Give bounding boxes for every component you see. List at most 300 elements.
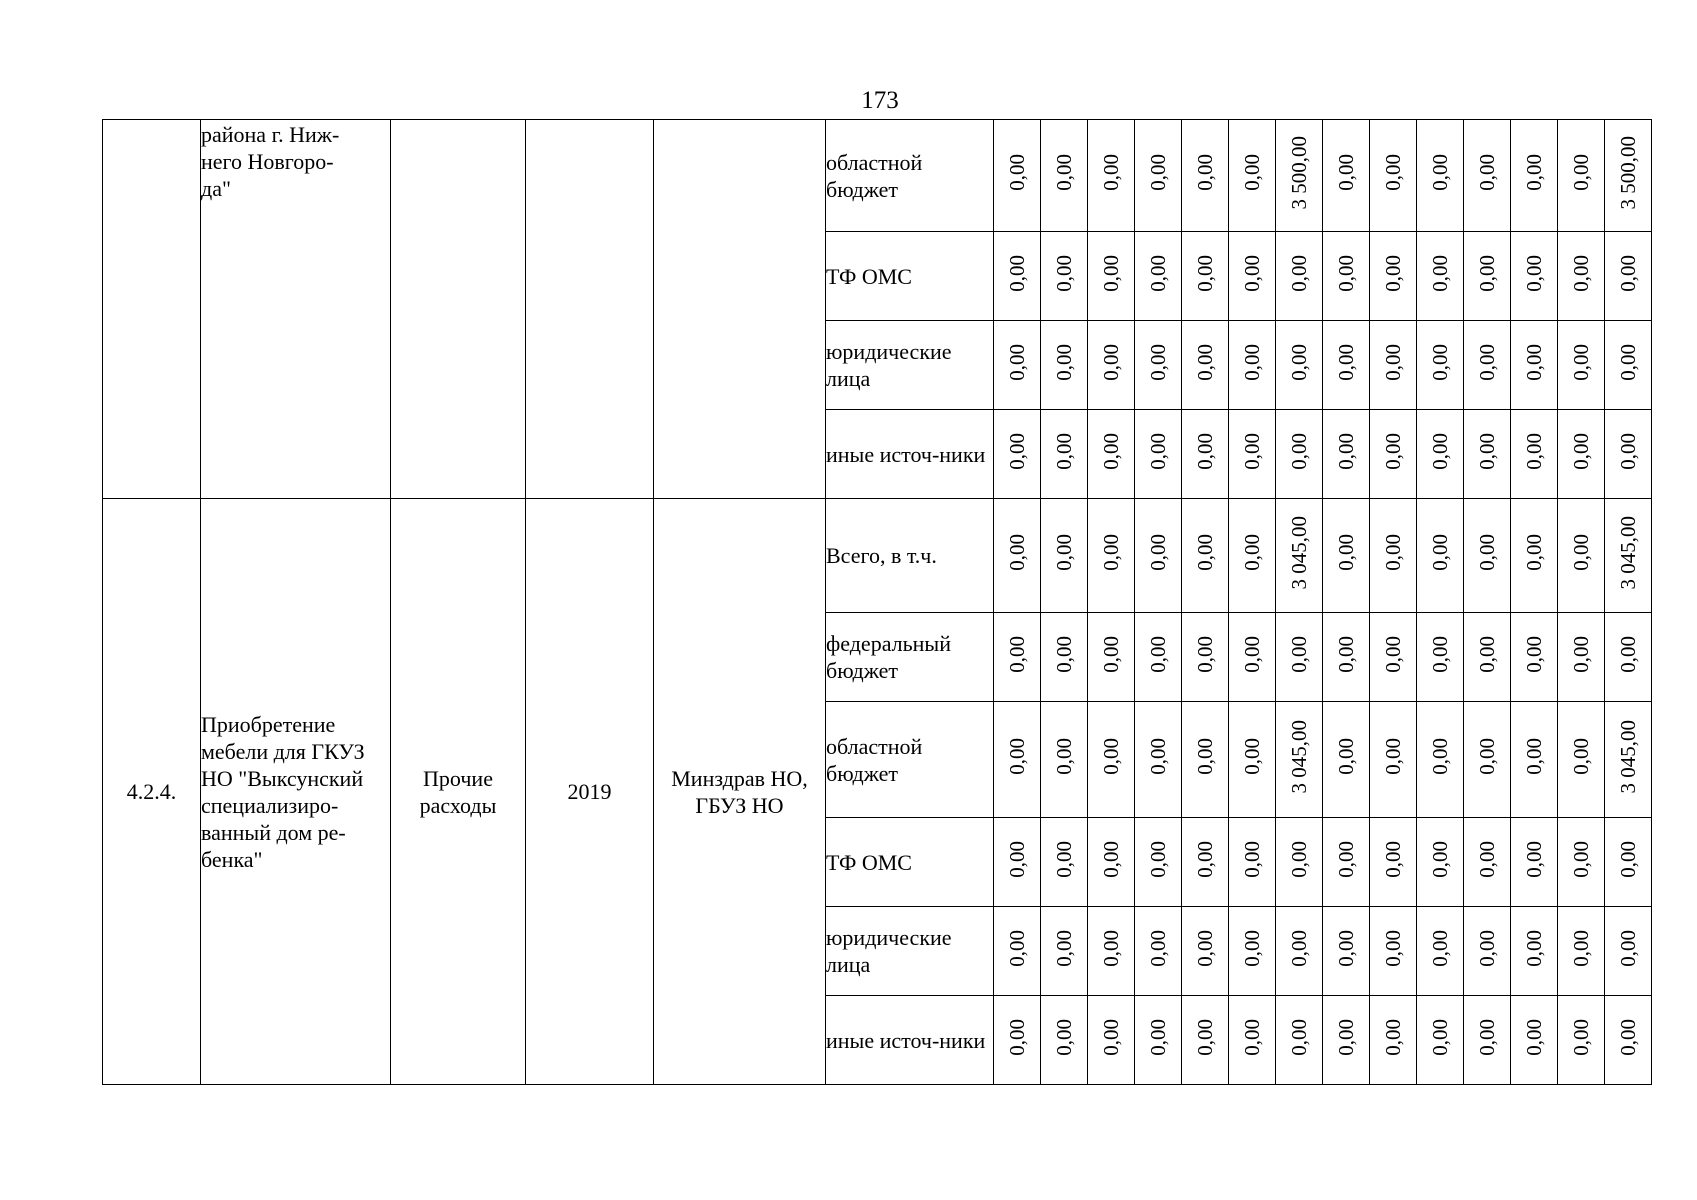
value-cell — [1558, 613, 1605, 702]
value-text: 0,00 — [1381, 1018, 1405, 1056]
value-cell — [994, 702, 1041, 818]
value-cell — [1464, 232, 1511, 321]
value-cell — [1276, 232, 1323, 321]
value-cell — [994, 818, 1041, 907]
value-text: 0,00 — [1240, 840, 1264, 878]
value-text: 0,00 — [1569, 635, 1593, 673]
value-cell — [1135, 120, 1182, 232]
value-cell — [1041, 996, 1088, 1085]
value-cell — [1229, 499, 1276, 613]
value-cell — [1182, 818, 1229, 907]
value-cell — [1370, 499, 1417, 613]
value-text: 3 045,00 — [1287, 515, 1311, 590]
value-cell — [1229, 120, 1276, 232]
value-cell — [1417, 499, 1464, 613]
value-text: 0,00 — [1428, 343, 1452, 381]
value-cell — [1417, 818, 1464, 907]
value-cell — [1041, 907, 1088, 996]
value-text: 0,00 — [1146, 635, 1170, 673]
value-text: 0,00 — [1334, 254, 1358, 292]
value-text: 0,00 — [1099, 154, 1123, 191]
value-cell — [1511, 410, 1558, 499]
value-text: 0,00 — [1428, 738, 1452, 775]
value-text: 0,00 — [1616, 635, 1640, 673]
funding-source: ТФ ОМС — [826, 818, 994, 907]
value-cell — [1511, 321, 1558, 410]
item-name-cell: Приобретение мебели для ГКУЗ НО "Выксунский специализиро-ванный дом ре-бенка" — [201, 499, 391, 1085]
value-text: 0,00 — [1005, 343, 1029, 381]
value-text: 0,00 — [1522, 738, 1546, 775]
value-text: 3 500,00 — [1287, 135, 1311, 210]
value-cell — [1041, 499, 1088, 613]
value-text: 0,00 — [1428, 534, 1452, 571]
value-cell — [1370, 907, 1417, 996]
executor-cell — [654, 120, 826, 499]
value-text: 0,00 — [1005, 840, 1029, 878]
value-cell — [1370, 410, 1417, 499]
value-cell — [1041, 613, 1088, 702]
value-text: 0,00 — [1287, 1018, 1311, 1056]
value-cell — [1417, 907, 1464, 996]
value-cell — [1370, 321, 1417, 410]
value-text: 0,00 — [1475, 154, 1499, 191]
value-text: 0,00 — [1240, 1018, 1264, 1056]
value-text: 0,00 — [1381, 738, 1405, 775]
value-cell — [994, 232, 1041, 321]
value-text: 0,00 — [1287, 635, 1311, 673]
year-cell: 2019 — [526, 499, 654, 1085]
value-text: 0,00 — [1381, 635, 1405, 673]
value-text: 0,00 — [1475, 432, 1499, 470]
value-text: 0,00 — [1569, 154, 1593, 191]
value-text: 0,00 — [1146, 343, 1170, 381]
value-cell — [1276, 410, 1323, 499]
value-cell — [1605, 410, 1652, 499]
value-text: 0,00 — [1616, 929, 1640, 967]
value-text: 0,00 — [1146, 1018, 1170, 1056]
value-cell — [1464, 702, 1511, 818]
value-text: 0,00 — [1522, 1018, 1546, 1056]
value-cell — [1276, 702, 1323, 818]
value-cell — [1605, 996, 1652, 1085]
value-text: 0,00 — [1099, 343, 1123, 381]
value-cell — [1323, 410, 1370, 499]
value-text: 0,00 — [1522, 840, 1546, 878]
value-text: 0,00 — [1146, 154, 1170, 191]
expense-type-cell: Прочие расходы — [391, 499, 526, 1085]
value-text: 0,00 — [1616, 432, 1640, 470]
value-cell — [994, 321, 1041, 410]
value-text: 0,00 — [1569, 929, 1593, 967]
value-cell — [1088, 818, 1135, 907]
value-text: 0,00 — [1193, 635, 1217, 673]
value-text: 0,00 — [1381, 840, 1405, 878]
value-text: 0,00 — [1381, 534, 1405, 571]
value-text: 0,00 — [1146, 534, 1170, 571]
value-text: 0,00 — [1193, 840, 1217, 878]
funding-source: ТФ ОМС — [826, 232, 994, 321]
value-text: 0,00 — [1099, 738, 1123, 775]
value-text: 0,00 — [1334, 534, 1358, 571]
value-cell — [1464, 613, 1511, 702]
value-text: 0,00 — [1240, 432, 1264, 470]
value-cell — [1323, 702, 1370, 818]
value-cell — [1182, 499, 1229, 613]
value-cell — [1041, 120, 1088, 232]
value-text: 0,00 — [1146, 840, 1170, 878]
value-cell — [1323, 818, 1370, 907]
value-cell — [1464, 499, 1511, 613]
value-text: 3 045,00 — [1287, 719, 1311, 794]
value-cell — [1605, 907, 1652, 996]
value-text: 0,00 — [1240, 254, 1264, 292]
value-cell — [1605, 702, 1652, 818]
item-number-cell — [103, 120, 201, 499]
value-text: 0,00 — [1616, 254, 1640, 292]
value-cell — [1417, 120, 1464, 232]
value-text: 0,00 — [1522, 154, 1546, 191]
value-text: 0,00 — [1475, 635, 1499, 673]
value-cell — [1370, 702, 1417, 818]
value-cell — [1370, 613, 1417, 702]
value-cell — [1323, 499, 1370, 613]
value-cell — [994, 120, 1041, 232]
value-text: 0,00 — [1428, 929, 1452, 967]
value-text: 0,00 — [1005, 254, 1029, 292]
value-cell — [1417, 613, 1464, 702]
value-cell — [1088, 702, 1135, 818]
value-text: 0,00 — [1287, 929, 1311, 967]
value-cell — [1229, 818, 1276, 907]
value-cell — [1229, 613, 1276, 702]
value-cell — [1276, 818, 1323, 907]
value-text: 0,00 — [1193, 254, 1217, 292]
value-cell — [1605, 499, 1652, 613]
table-row — [103, 499, 1652, 613]
value-text: 0,00 — [1569, 534, 1593, 571]
value-cell — [1041, 702, 1088, 818]
value-cell — [1417, 702, 1464, 818]
value-cell — [1558, 907, 1605, 996]
item-name-text: района г. Ниж- него Новгоро- да" — [201, 122, 340, 201]
value-text: 0,00 — [1287, 343, 1311, 381]
value-text: 0,00 — [1522, 343, 1546, 381]
value-cell — [1323, 120, 1370, 232]
value-cell — [1229, 907, 1276, 996]
value-text: 0,00 — [1475, 254, 1499, 292]
value-cell — [1558, 996, 1605, 1085]
value-text: 0,00 — [1146, 254, 1170, 292]
value-cell — [1464, 996, 1511, 1085]
value-text: 0,00 — [1475, 840, 1499, 878]
value-text: 0,00 — [1099, 929, 1123, 967]
value-cell — [1370, 996, 1417, 1085]
value-cell — [1135, 907, 1182, 996]
value-text: 0,00 — [1099, 635, 1123, 673]
expense-type-cell — [391, 120, 526, 499]
value-cell — [1182, 613, 1229, 702]
value-text: 0,00 — [1193, 738, 1217, 775]
value-text: 0,00 — [1052, 343, 1076, 381]
value-cell — [1041, 232, 1088, 321]
value-text: 0,00 — [1099, 432, 1123, 470]
value-cell — [1276, 996, 1323, 1085]
value-text: 0,00 — [1052, 929, 1076, 967]
value-text: 0,00 — [1240, 929, 1264, 967]
value-text: 0,00 — [1240, 534, 1264, 571]
page-number: 173 — [861, 87, 899, 114]
value-cell — [994, 499, 1041, 613]
value-text: 0,00 — [1522, 432, 1546, 470]
funding-source: иные источ-ники — [826, 410, 994, 499]
value-cell — [1276, 120, 1323, 232]
value-cell — [1276, 499, 1323, 613]
value-cell — [1229, 232, 1276, 321]
value-text: 0,00 — [1475, 929, 1499, 967]
value-text: 0,00 — [1522, 534, 1546, 571]
value-cell — [1182, 907, 1229, 996]
value-cell — [1323, 613, 1370, 702]
value-text: 0,00 — [1569, 343, 1593, 381]
value-cell — [1135, 613, 1182, 702]
value-cell — [1511, 907, 1558, 996]
value-cell — [1511, 499, 1558, 613]
table-row — [103, 120, 1652, 232]
value-text: 0,00 — [1381, 343, 1405, 381]
value-cell — [1088, 499, 1135, 613]
value-text: 0,00 — [1287, 254, 1311, 292]
executor-cell: Минздрав НО, ГБУЗ НО — [654, 499, 826, 1085]
value-cell — [1370, 818, 1417, 907]
value-cell — [1041, 410, 1088, 499]
value-cell — [1370, 232, 1417, 321]
value-cell — [1323, 321, 1370, 410]
value-text: 0,00 — [1569, 254, 1593, 292]
funding-source: Всего, в т.ч. — [826, 499, 994, 613]
value-text: 0,00 — [1428, 432, 1452, 470]
value-text: 0,00 — [1287, 840, 1311, 878]
value-cell — [1182, 996, 1229, 1085]
value-text: 0,00 — [1240, 154, 1264, 191]
year-cell — [526, 120, 654, 499]
value-cell — [1605, 818, 1652, 907]
value-cell — [994, 907, 1041, 996]
value-text: 0,00 — [1475, 1018, 1499, 1056]
value-text: 0,00 — [1616, 343, 1640, 381]
item-number-cell: 4.2.4. — [103, 499, 201, 1085]
value-text: 0,00 — [1475, 738, 1499, 775]
value-cell — [1558, 120, 1605, 232]
value-text: 0,00 — [1240, 343, 1264, 381]
value-text: 3 500,00 — [1616, 135, 1640, 210]
value-text: 0,00 — [1381, 254, 1405, 292]
value-cell — [994, 410, 1041, 499]
value-cell — [1182, 321, 1229, 410]
value-cell — [994, 613, 1041, 702]
value-text: 0,00 — [1052, 635, 1076, 673]
value-cell — [1511, 120, 1558, 232]
value-cell — [1041, 321, 1088, 410]
value-text: 0,00 — [1193, 929, 1217, 967]
value-text: 0,00 — [1522, 635, 1546, 673]
value-cell — [1088, 232, 1135, 321]
value-text: 0,00 — [1099, 840, 1123, 878]
value-cell — [1558, 410, 1605, 499]
value-text: 0,00 — [1287, 432, 1311, 470]
value-text: 0,00 — [1240, 738, 1264, 775]
value-cell — [1135, 996, 1182, 1085]
value-cell — [1558, 818, 1605, 907]
value-text: 0,00 — [1381, 929, 1405, 967]
value-text: 0,00 — [1052, 840, 1076, 878]
value-cell — [1229, 321, 1276, 410]
value-text: 0,00 — [1005, 154, 1029, 191]
value-cell — [1558, 702, 1605, 818]
value-cell — [1323, 907, 1370, 996]
value-text: 0,00 — [1334, 343, 1358, 381]
funding-source: юридические лица — [826, 321, 994, 410]
value-cell — [1605, 613, 1652, 702]
value-cell — [1276, 613, 1323, 702]
value-text: 0,00 — [1475, 534, 1499, 571]
value-text: 0,00 — [1146, 432, 1170, 470]
value-cell — [1276, 321, 1323, 410]
value-cell — [1417, 321, 1464, 410]
value-cell — [1417, 410, 1464, 499]
value-text: 0,00 — [1522, 254, 1546, 292]
value-text: 0,00 — [1005, 635, 1029, 673]
value-cell — [1229, 702, 1276, 818]
value-cell — [1558, 232, 1605, 321]
value-text: 0,00 — [1052, 154, 1076, 191]
value-cell — [1182, 232, 1229, 321]
value-cell — [1088, 613, 1135, 702]
value-cell — [1088, 321, 1135, 410]
funding-source: юридические лица — [826, 907, 994, 996]
value-text: 0,00 — [1381, 432, 1405, 470]
value-text: 0,00 — [1522, 929, 1546, 967]
value-text: 0,00 — [1569, 840, 1593, 878]
value-text: 0,00 — [1334, 1018, 1358, 1056]
value-text: 0,00 — [1569, 738, 1593, 775]
value-text: 0,00 — [1428, 254, 1452, 292]
value-cell — [1088, 120, 1135, 232]
value-cell — [1605, 120, 1652, 232]
value-text: 0,00 — [1381, 154, 1405, 191]
value-text: 0,00 — [1475, 343, 1499, 381]
value-cell — [1558, 499, 1605, 613]
value-cell — [1464, 907, 1511, 996]
value-cell — [1605, 321, 1652, 410]
value-cell — [1370, 120, 1417, 232]
value-text: 0,00 — [1334, 840, 1358, 878]
value-text: 0,00 — [1052, 738, 1076, 775]
value-cell — [1135, 818, 1182, 907]
value-text: 0,00 — [1193, 1018, 1217, 1056]
value-text: 0,00 — [1099, 1018, 1123, 1056]
value-cell — [1417, 232, 1464, 321]
value-cell — [1276, 907, 1323, 996]
value-cell — [1182, 702, 1229, 818]
value-cell — [1464, 410, 1511, 499]
value-text: 0,00 — [1193, 432, 1217, 470]
value-text: 0,00 — [1193, 534, 1217, 571]
value-cell — [1464, 321, 1511, 410]
value-text: 0,00 — [1052, 534, 1076, 571]
value-cell — [1605, 232, 1652, 321]
value-cell — [1135, 321, 1182, 410]
item-name-cell — [201, 120, 391, 499]
value-text: 0,00 — [1099, 254, 1123, 292]
value-cell — [1088, 907, 1135, 996]
value-text: 0,00 — [1193, 343, 1217, 381]
value-text: 0,00 — [1052, 254, 1076, 292]
value-text: 0,00 — [1005, 929, 1029, 967]
value-cell — [1511, 232, 1558, 321]
budget-table — [102, 119, 1652, 1085]
value-text: 0,00 — [1240, 635, 1264, 673]
value-text: 3 045,00 — [1616, 515, 1640, 590]
value-cell — [1135, 410, 1182, 499]
funding-source: иные источ-ники — [826, 996, 994, 1085]
value-text: 0,00 — [1616, 1018, 1640, 1056]
value-cell — [1511, 702, 1558, 818]
funding-source: областной бюджет — [826, 702, 994, 818]
value-cell — [1229, 410, 1276, 499]
value-cell — [994, 996, 1041, 1085]
value-text: 0,00 — [1334, 738, 1358, 775]
value-text: 0,00 — [1005, 432, 1029, 470]
value-cell — [1182, 120, 1229, 232]
value-text: 0,00 — [1334, 929, 1358, 967]
value-text: 0,00 — [1428, 1018, 1452, 1056]
value-text: 0,00 — [1334, 635, 1358, 673]
value-cell — [1558, 321, 1605, 410]
value-text: 0,00 — [1005, 534, 1029, 571]
value-text: 0,00 — [1146, 738, 1170, 775]
funding-source: федеральный бюджет — [826, 613, 994, 702]
value-text: 0,00 — [1052, 1018, 1076, 1056]
value-cell — [1464, 818, 1511, 907]
value-text: 0,00 — [1569, 432, 1593, 470]
funding-source: областной бюджет — [826, 120, 994, 232]
value-cell — [1511, 996, 1558, 1085]
value-cell — [1135, 499, 1182, 613]
value-text: 0,00 — [1569, 1018, 1593, 1056]
value-text: 0,00 — [1616, 840, 1640, 878]
value-text: 3 045,00 — [1616, 719, 1640, 794]
value-text: 0,00 — [1428, 840, 1452, 878]
value-text: 0,00 — [1428, 154, 1452, 191]
value-cell — [1088, 996, 1135, 1085]
value-cell — [1135, 232, 1182, 321]
value-cell — [1182, 410, 1229, 499]
value-cell — [1323, 232, 1370, 321]
value-cell — [1464, 120, 1511, 232]
value-text: 0,00 — [1052, 432, 1076, 470]
value-text: 0,00 — [1193, 154, 1217, 191]
value-text: 0,00 — [1146, 929, 1170, 967]
value-cell — [1511, 613, 1558, 702]
value-cell — [1229, 996, 1276, 1085]
value-cell — [1323, 996, 1370, 1085]
value-cell — [1511, 818, 1558, 907]
value-cell — [1135, 702, 1182, 818]
value-cell — [1417, 996, 1464, 1085]
value-text: 0,00 — [1005, 1018, 1029, 1056]
value-text: 0,00 — [1428, 635, 1452, 673]
value-text: 0,00 — [1099, 534, 1123, 571]
